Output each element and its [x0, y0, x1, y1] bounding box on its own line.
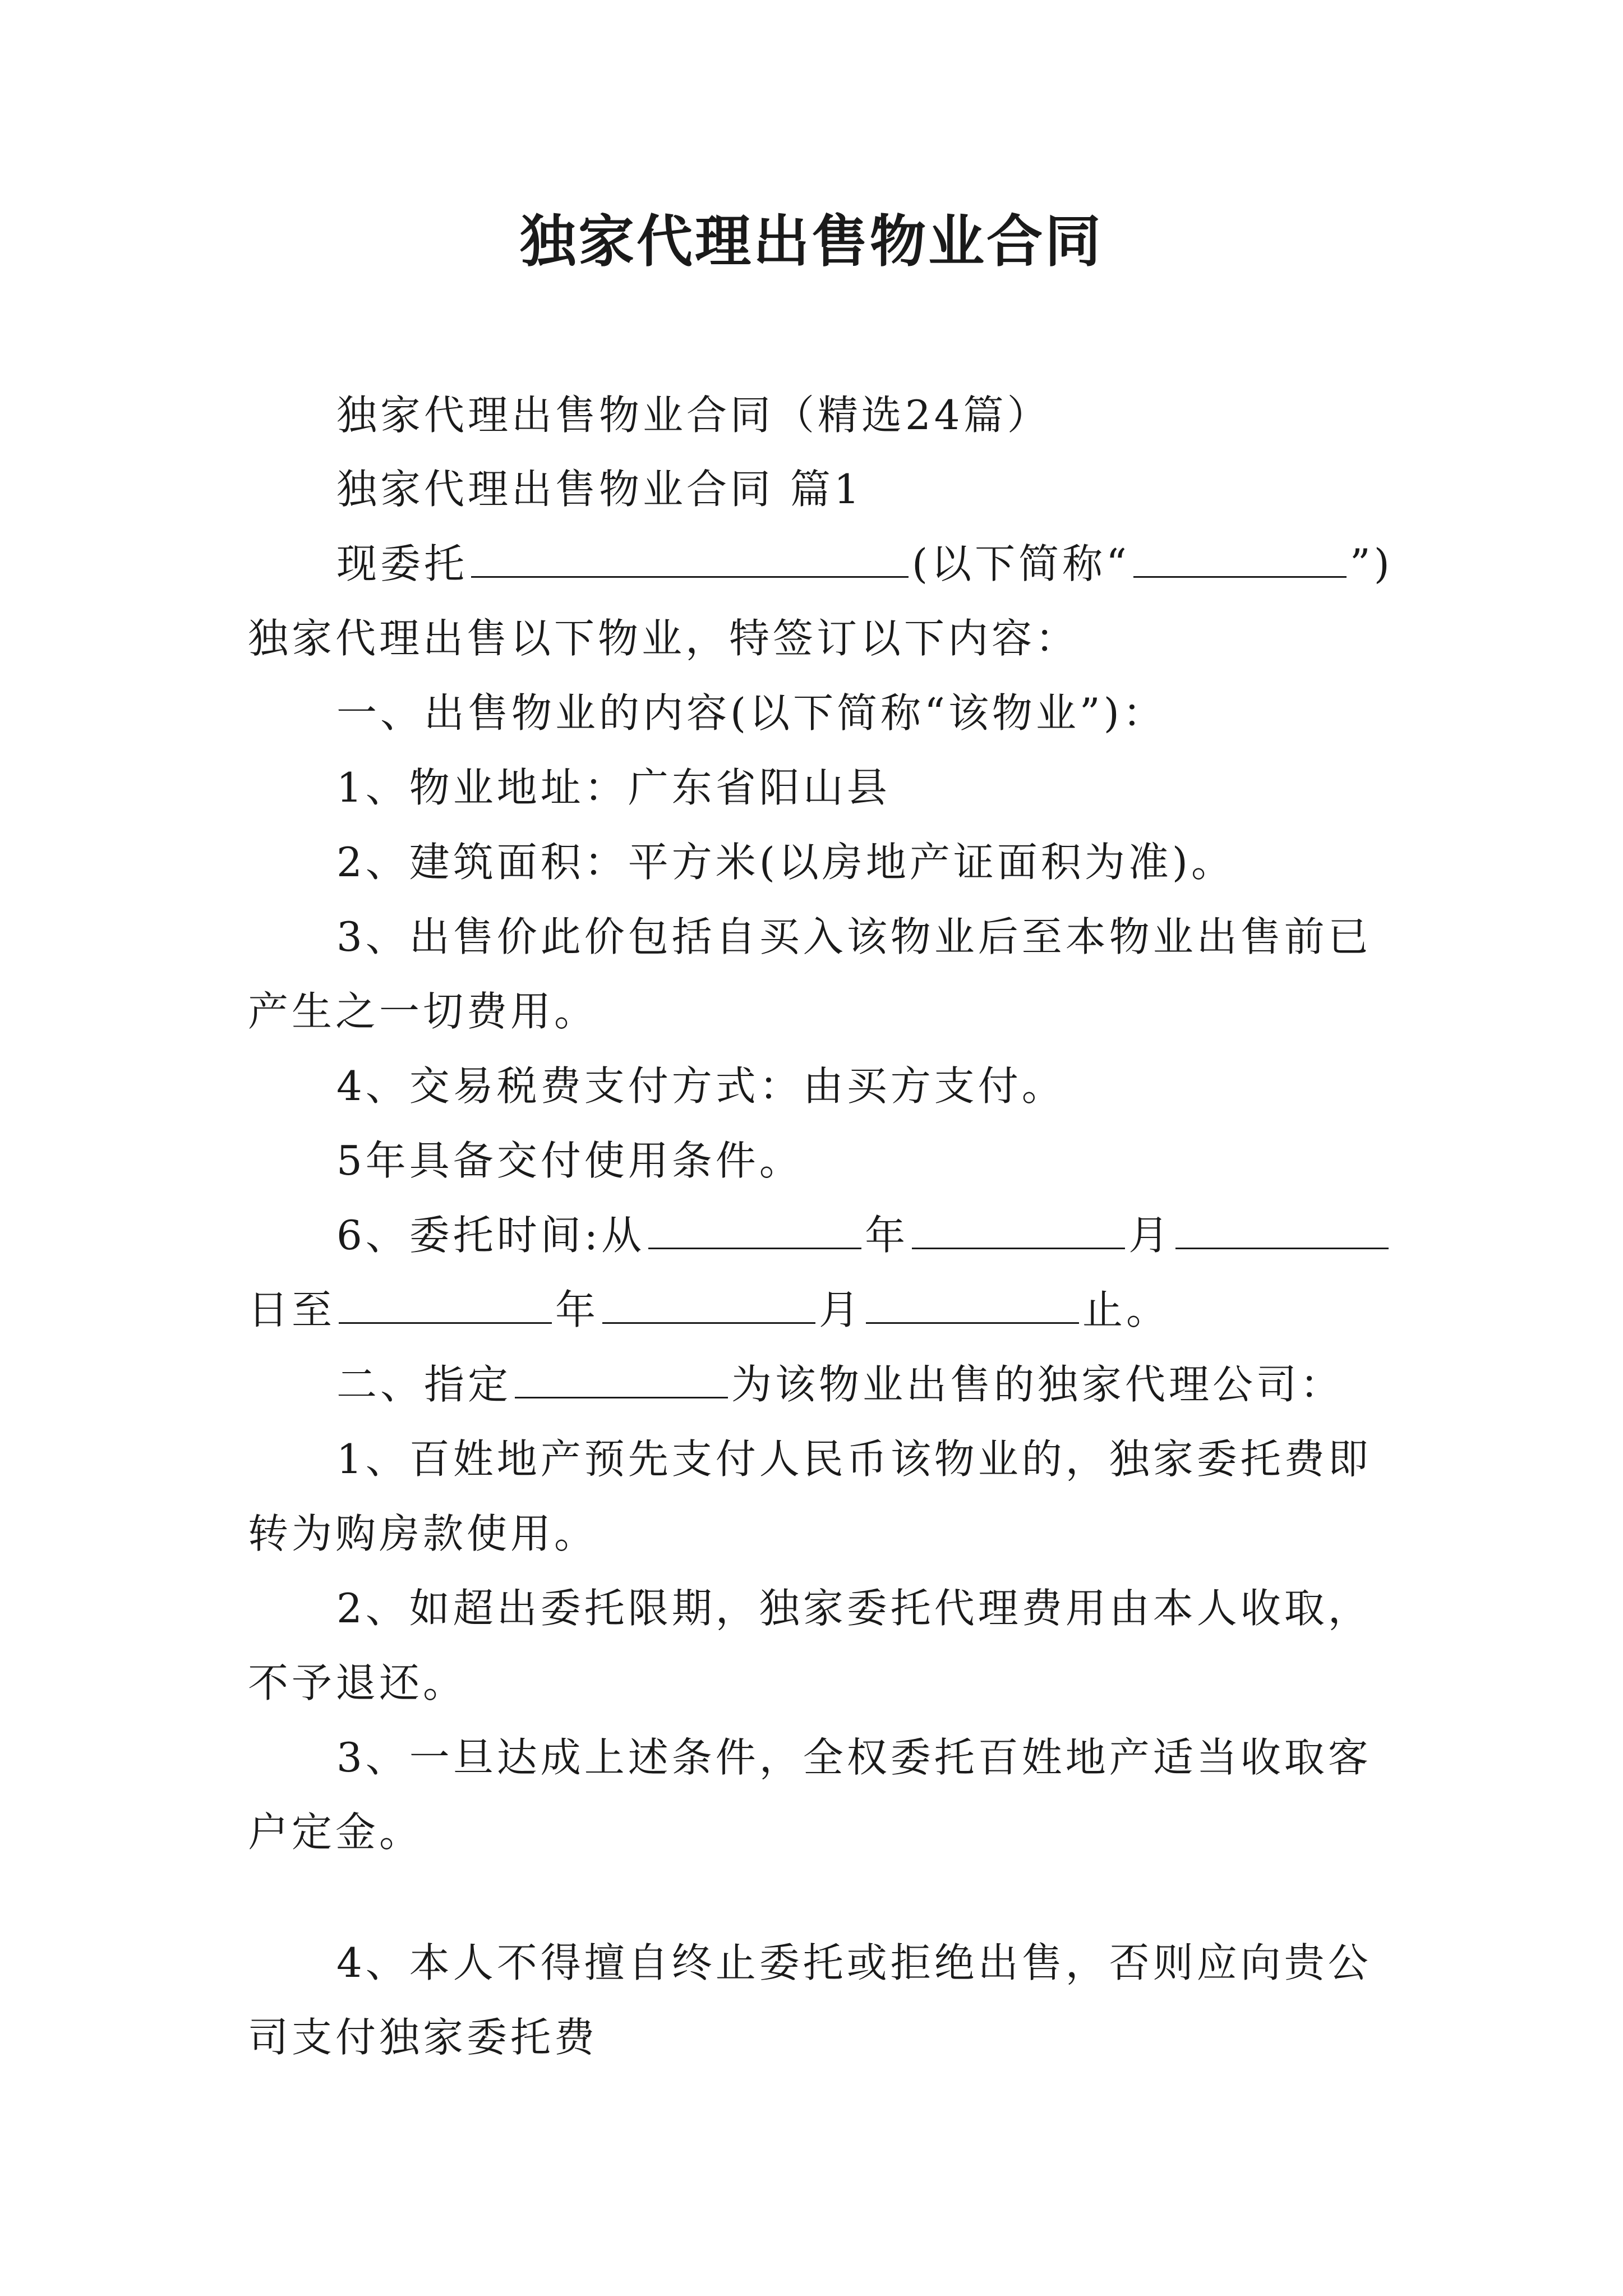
article-heading: 独家代理出售物业合同 篇1	[336, 466, 863, 513]
short-name-blank	[1133, 537, 1347, 578]
item-6-line-2	[248, 1282, 1170, 1338]
section2-heading	[336, 1356, 1344, 1412]
s2-item-3-line-2: 户定金。	[248, 1809, 423, 1856]
item-6-day-to: 日至	[248, 1286, 336, 1333]
to-month-blank	[602, 1283, 815, 1324]
item-2: 2、建筑面积：平方米(以房地产证面积为准)。	[336, 839, 1235, 886]
s2-item-1-line-2: 转为购房款使用。	[248, 1510, 598, 1557]
from-month-blank	[912, 1208, 1125, 1249]
s2-item-2-line-1: 2、如超出委托限期，独家委托代理费用由本人收取，	[336, 1585, 1372, 1632]
s2-item-4-line-1: 4、本人不得擅自终止委托或拒绝出售，否则应向贵公	[336, 1939, 1372, 1986]
item-6-prefix: 6、委托时间:从	[336, 1212, 645, 1259]
entrust-mid: (以下简称“	[912, 540, 1130, 587]
s2-item-2-line-2: 不予退还。	[248, 1659, 467, 1706]
entrust-prefix: 现委托	[336, 540, 468, 587]
section2-prefix: 二、指定	[336, 1361, 512, 1408]
item-6-year: 年	[865, 1212, 909, 1259]
item-6-month-2: 月	[819, 1286, 863, 1333]
item-6-line-1	[336, 1207, 1392, 1263]
from-year-blank	[648, 1208, 861, 1249]
item-6-month: 月	[1128, 1212, 1173, 1259]
item-3-line-2: 产生之一切费用。	[248, 988, 598, 1035]
entrust-end: ”)	[1349, 540, 1393, 587]
item-1: 1、物业地址：广东省阳山县	[336, 764, 891, 811]
s2-item-3-line-1: 3、一旦达成上述条件，全权委托百姓地产适当收取客	[336, 1734, 1372, 1781]
section2-suffix: 为该物业出售的独家代理公司：	[731, 1361, 1344, 1408]
to-day-blank	[866, 1283, 1079, 1324]
item-6-year-2: 年	[555, 1286, 600, 1333]
section1-heading: 一、出售物业的内容(以下简称“该物业”)：	[336, 689, 1166, 737]
item-5: 5年具备交付使用条件。	[336, 1137, 803, 1184]
subtitle: 独家代理出售物业合同（精选24篇）	[336, 392, 1051, 439]
document-title: 独家代理出售物业合同	[520, 208, 1103, 274]
agent-company-blank	[515, 1358, 728, 1398]
entrust-line-2: 独家代理出售以下物业，特签订以下内容：	[248, 615, 1080, 662]
from-day-blank	[1175, 1208, 1389, 1249]
item-6-end: 止。	[1082, 1286, 1170, 1333]
to-year-blank	[339, 1283, 552, 1324]
entrust-line	[336, 536, 1393, 592]
item-3-line-1: 3、出售价此价包括自买入该物业后至本物业出售前已	[336, 913, 1372, 960]
item-4: 4、交易税费支付方式：由买方支付。	[336, 1062, 1066, 1110]
principal-blank	[471, 537, 909, 578]
s2-item-4-line-2: 司支付独家委托费	[248, 2014, 598, 2061]
s2-item-1-line-1: 1、百姓地产预先支付人民币该物业的，独家委托费即	[336, 1435, 1372, 1483]
